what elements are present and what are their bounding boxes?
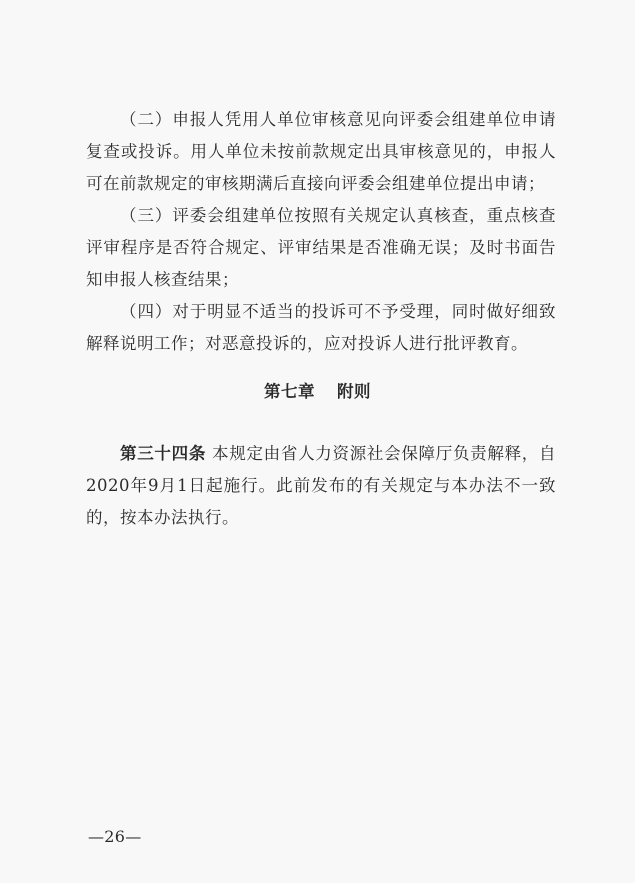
article-label: 第三十四条 [120,444,207,463]
chapter-number: 第七章 [264,382,315,401]
article-34 [86,438,556,534]
page-number: —26— [88,827,142,846]
paragraph-item-2: （二）申报人凭用人单位审核意见向评委会组建单位申请复查或投诉。用人单位未按前款规定出具审核意见的，申报人可在前款规定的审核期满后直接向评委会组建单位提出申请； [86,110,556,193]
paragraph-item-4: （四）对于明显不适当的投诉可不予受理，同时做好细致解释说明工作；对恶意投诉的，应对投诉人进行批评教育。 [86,302,556,353]
paragraph-item-3: （三）评委会组建单位按照有关规定认真核查，重点核查评审程序是否符合规定、评审结果是否准确无误；及时书面告知申报人核查结果； [86,206,556,289]
article-text: 本规定由省人力资源社会保障厅负责解释，自2020年9月1日起施行。此前发布的有关规定与本办法不一致的，按本办法执行。 [86,444,557,527]
chapter-heading [0,376,635,408]
chapter-title: 附则 [337,382,371,401]
